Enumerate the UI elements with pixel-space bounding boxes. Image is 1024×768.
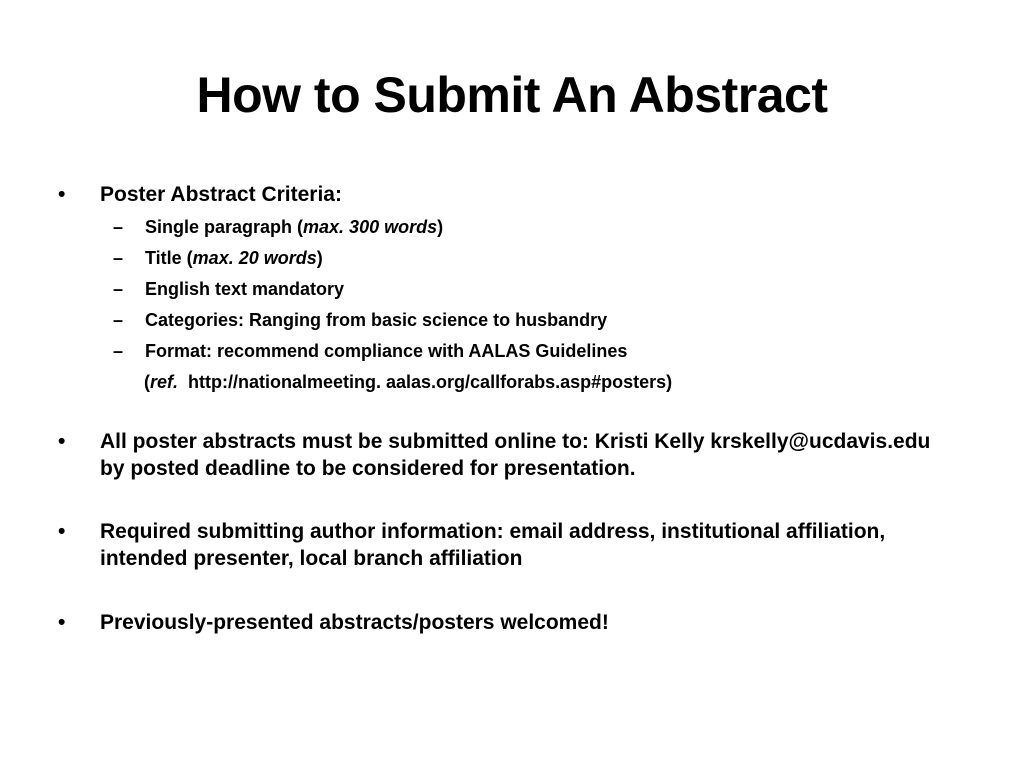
slide-title: How to Submit An Abstract xyxy=(196,67,828,123)
bullet-criteria xyxy=(58,181,958,208)
bullet-icon: • xyxy=(58,430,66,453)
reference-line xyxy=(58,367,958,398)
criteria-item-text: Single paragraph ( xyxy=(145,217,304,237)
criteria-item xyxy=(58,336,958,367)
bullet-text: Previously-presented abstracts/posters welcomed! xyxy=(100,611,609,634)
bullet-submission xyxy=(58,428,958,482)
dash-icon: – xyxy=(113,217,124,237)
criteria-item-text: Format: recommend compliance with AALAS Guidelines xyxy=(145,341,628,361)
criteria-item-text: Categories: Ranging from basic science to husbandry xyxy=(145,310,608,330)
bullet-text: All poster abstracts must be submitted online to: Kristi Kelly krskelly@ucdavis.edu by posted deadline to be considered for presentation. xyxy=(100,430,931,480)
dash-icon: – xyxy=(113,341,124,361)
criteria-item xyxy=(58,243,958,274)
criteria-item xyxy=(58,274,958,305)
reference-url: http://nationalmeeting. aalas.org/callforabs.asp#posters) xyxy=(178,372,673,392)
bullet-icon: • xyxy=(58,183,66,206)
bullet-author-info xyxy=(58,518,958,572)
criteria-item-text-end: ) xyxy=(437,217,444,237)
criteria-list xyxy=(58,212,958,398)
bullet-text: Required submitting author information: email address, institutional affiliation, intended presenter, local branch affiliation xyxy=(100,520,886,570)
bullet-previous xyxy=(58,609,958,636)
reference-label: ref. xyxy=(150,372,179,392)
bullet-icon: • xyxy=(58,520,66,543)
criteria-item-text: Title ( xyxy=(145,248,193,268)
reference-open: ( xyxy=(144,372,150,392)
dash-icon: – xyxy=(113,248,124,268)
dash-icon: – xyxy=(113,310,124,330)
criteria-item-text: English text mandatory xyxy=(145,279,345,299)
criteria-item-italic: max. 300 words xyxy=(303,217,438,237)
criteria-heading: Poster Abstract Criteria: xyxy=(100,183,342,206)
criteria-item xyxy=(58,212,958,243)
criteria-item-italic: max. 20 words xyxy=(192,248,317,268)
bullet-icon: • xyxy=(58,611,66,634)
slide-content xyxy=(58,181,958,636)
criteria-item-text-end: ) xyxy=(316,248,323,268)
criteria-item xyxy=(58,305,958,336)
dash-icon: – xyxy=(113,279,124,299)
